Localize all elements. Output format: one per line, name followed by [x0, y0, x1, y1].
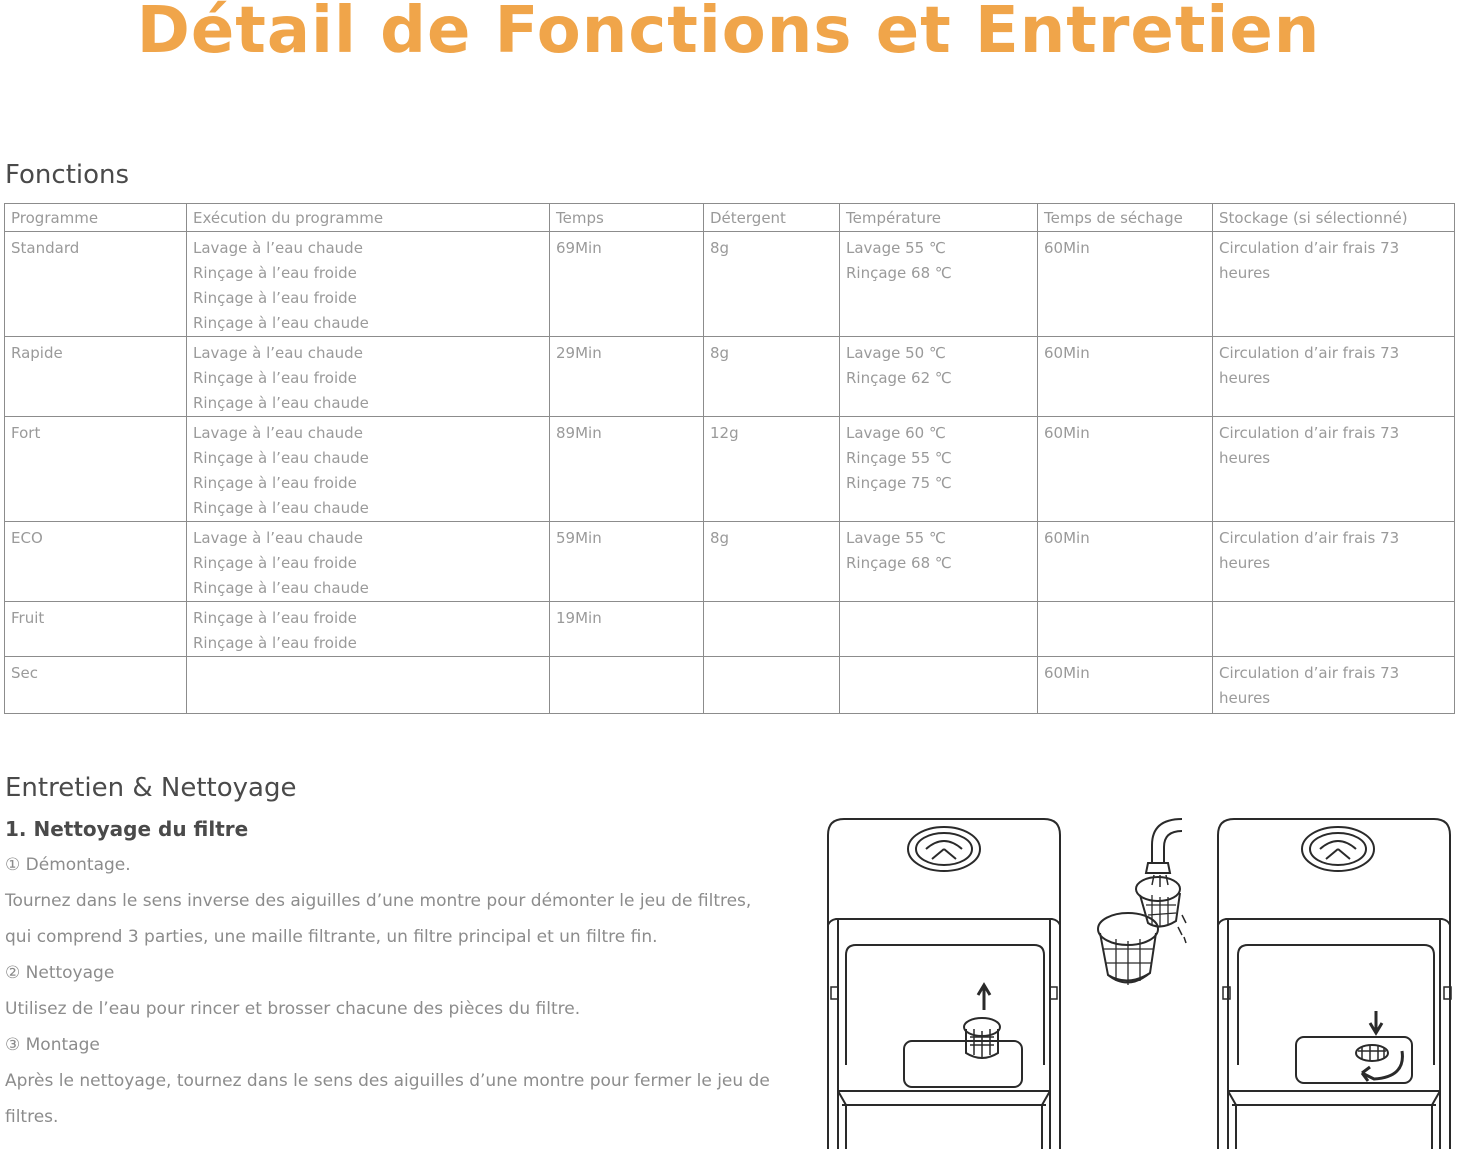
section-heading-entretien: Entretien & Nettoyage	[5, 773, 297, 803]
cell-programme-text: Standard	[11, 239, 80, 257]
cell-sechage-text: 60Min	[1044, 424, 1090, 442]
sub-heading-filtre: 1. Nettoyage du filtre	[5, 817, 249, 841]
cell-programme-text: Sec	[11, 664, 38, 682]
cell-execution-line: Rinçage à l’eau froide	[193, 474, 357, 492]
col-header-temperature: Température	[840, 204, 1038, 232]
cell-detergent-text: 12g	[710, 424, 739, 442]
cell-temperature	[840, 417, 1038, 522]
step-nettoyage-title: ② Nettoyage	[5, 963, 115, 983]
cell-temps-text: 19Min	[556, 609, 602, 627]
cell-stockage-text: Circulation d’air frais 73 heures	[1219, 529, 1400, 572]
cell-detergent	[704, 522, 840, 602]
cell-execution-line: Rinçage à l’eau froide	[193, 634, 357, 652]
cell-execution	[187, 337, 550, 417]
cell-sechage-text: 60Min	[1044, 664, 1090, 682]
cell-detergent	[704, 232, 840, 337]
cell-execution-line: Rinçage à l’eau froide	[193, 289, 357, 307]
cell-execution-line: Rinçage à l’eau chaude	[193, 579, 369, 597]
cell-temperature-line: Rinçage 62 ℃	[846, 369, 952, 387]
cell-sechage-text: 60Min	[1044, 239, 1090, 257]
cell-sechage	[1038, 232, 1213, 337]
cell-sechage	[1038, 657, 1213, 714]
cell-execution-line: Rinçage à l’eau chaude	[193, 499, 369, 517]
cell-stockage	[1213, 522, 1455, 602]
step-demontage-text-2: qui comprend 3 parties, une maille filtrante, un filtre principal et un filtre fin.	[5, 927, 658, 947]
cell-programme-text: Fort	[11, 424, 41, 442]
cell-temps	[550, 657, 704, 714]
cell-temperature	[840, 602, 1038, 657]
filter-rinsing-illustration	[1082, 815, 1194, 995]
step-montage-title: ③ Montage	[5, 1035, 100, 1055]
cell-execution	[187, 657, 550, 714]
cell-programme	[5, 522, 187, 602]
cell-temperature-line: Rinçage 68 ℃	[846, 554, 952, 572]
cell-stockage	[1213, 657, 1455, 714]
cell-execution-line: Lavage à l’eau chaude	[193, 529, 363, 547]
cell-execution-line: Lavage à l’eau chaude	[193, 424, 363, 442]
table-row	[5, 337, 1455, 417]
cell-temperature-line: Lavage 60 ℃	[846, 424, 946, 442]
step-nettoyage-text: Utilisez de l’eau pour rincer et brosser chacune des pièces du filtre.	[5, 999, 581, 1019]
cell-temperature-line: Lavage 55 ℃	[846, 239, 946, 257]
cell-detergent	[704, 602, 840, 657]
cell-execution	[187, 232, 550, 337]
cell-programme	[5, 337, 187, 417]
cell-execution	[187, 602, 550, 657]
cell-stockage-text: Circulation d’air frais 73 heures	[1219, 344, 1400, 387]
cell-execution-line: Rinçage à l’eau froide	[193, 264, 357, 282]
step-montage-text-1: Après le nettoyage, tournez dans le sens des aiguilles d’une montre pour fermer le jeu de	[5, 1071, 770, 1091]
table-row	[5, 522, 1455, 602]
cell-programme	[5, 657, 187, 714]
page-title: Détail de Fonctions et Entretien	[136, 0, 1321, 68]
cell-execution-line: Lavage à l’eau chaude	[193, 239, 363, 257]
cell-temps	[550, 417, 704, 522]
cell-temperature-line: Lavage 50 ℃	[846, 344, 946, 362]
cell-temps-text: 89Min	[556, 424, 602, 442]
cell-execution-line: Rinçage à l’eau froide	[193, 369, 357, 387]
cell-temperature	[840, 657, 1038, 714]
cell-temps	[550, 337, 704, 417]
cell-detergent	[704, 657, 840, 714]
cell-sechage	[1038, 602, 1213, 657]
cell-sechage	[1038, 522, 1213, 602]
cell-programme-text: ECO	[11, 529, 43, 547]
cell-execution-line: Rinçage à l’eau froide	[193, 609, 357, 627]
step-montage-text-2: filtres.	[5, 1107, 59, 1127]
cell-temps-text: 59Min	[556, 529, 602, 547]
dishwasher-filter-install-illustration	[1212, 815, 1457, 1149]
table-row	[5, 232, 1455, 337]
table-row	[5, 417, 1455, 522]
col-header-stockage: Stockage (si sélectionné)	[1213, 204, 1455, 232]
cell-execution-line: Rinçage à l’eau chaude	[193, 314, 369, 332]
cell-execution	[187, 522, 550, 602]
cell-temperature-line: Rinçage 55 ℃	[846, 449, 952, 467]
cell-detergent-text: 8g	[710, 239, 730, 257]
cell-temperature	[840, 522, 1038, 602]
cell-stockage-text: Circulation d’air frais 73 heures	[1219, 424, 1400, 467]
cell-stockage	[1213, 417, 1455, 522]
cell-execution	[187, 417, 550, 522]
cell-stockage	[1213, 232, 1455, 337]
cell-detergent	[704, 417, 840, 522]
col-header-programme: Programme	[5, 204, 187, 232]
step-demontage-title: ① Démontage.	[5, 855, 131, 875]
col-header-temps: Temps	[550, 204, 704, 232]
table-header-row	[5, 204, 1455, 232]
cell-detergent-text: 8g	[710, 529, 730, 547]
cell-programme	[5, 232, 187, 337]
section-heading-fonctions: Fonctions	[5, 160, 130, 190]
cell-execution-line: Lavage à l’eau chaude	[193, 344, 363, 362]
col-header-execution: Exécution du programme	[187, 204, 550, 232]
cell-temps	[550, 602, 704, 657]
cell-execution-line: Rinçage à l’eau chaude	[193, 394, 369, 412]
cell-sechage-text: 60Min	[1044, 529, 1090, 547]
cell-stockage-text: Circulation d’air frais 73 heures	[1219, 239, 1400, 282]
cell-temperature-line: Rinçage 68 ℃	[846, 264, 952, 282]
cell-temperature-line: Lavage 55 ℃	[846, 529, 946, 547]
cell-detergent-text: 8g	[710, 344, 730, 362]
table-row	[5, 657, 1455, 714]
cell-stockage-text: Circulation d’air frais 73 heures	[1219, 664, 1400, 707]
cell-temperature-line: Rinçage 75 ℃	[846, 474, 952, 492]
dishwasher-filter-removal-illustration	[822, 815, 1067, 1149]
cell-temps-text: 29Min	[556, 344, 602, 362]
cell-execution-line: Rinçage à l’eau froide	[193, 554, 357, 572]
cell-programme	[5, 417, 187, 522]
cell-temperature	[840, 337, 1038, 417]
cell-sechage	[1038, 417, 1213, 522]
col-header-sechage: Temps de séchage	[1038, 204, 1213, 232]
cell-execution-line: Rinçage à l’eau chaude	[193, 449, 369, 467]
cell-temps	[550, 232, 704, 337]
cell-temps-text: 69Min	[556, 239, 602, 257]
cell-temps	[550, 522, 704, 602]
cell-detergent	[704, 337, 840, 417]
cell-sechage	[1038, 337, 1213, 417]
cell-stockage	[1213, 602, 1455, 657]
step-demontage-text-1: Tournez dans le sens inverse des aiguilles d’une montre pour démonter le jeu de filtres,	[5, 891, 752, 911]
cell-sechage-text: 60Min	[1044, 344, 1090, 362]
cell-programme	[5, 602, 187, 657]
cell-temperature	[840, 232, 1038, 337]
cell-programme-text: Fruit	[11, 609, 45, 627]
functions-table	[4, 203, 1455, 714]
cell-stockage	[1213, 337, 1455, 417]
col-header-detergent: Détergent	[704, 204, 840, 232]
cell-programme-text: Rapide	[11, 344, 63, 362]
table-row	[5, 602, 1455, 657]
